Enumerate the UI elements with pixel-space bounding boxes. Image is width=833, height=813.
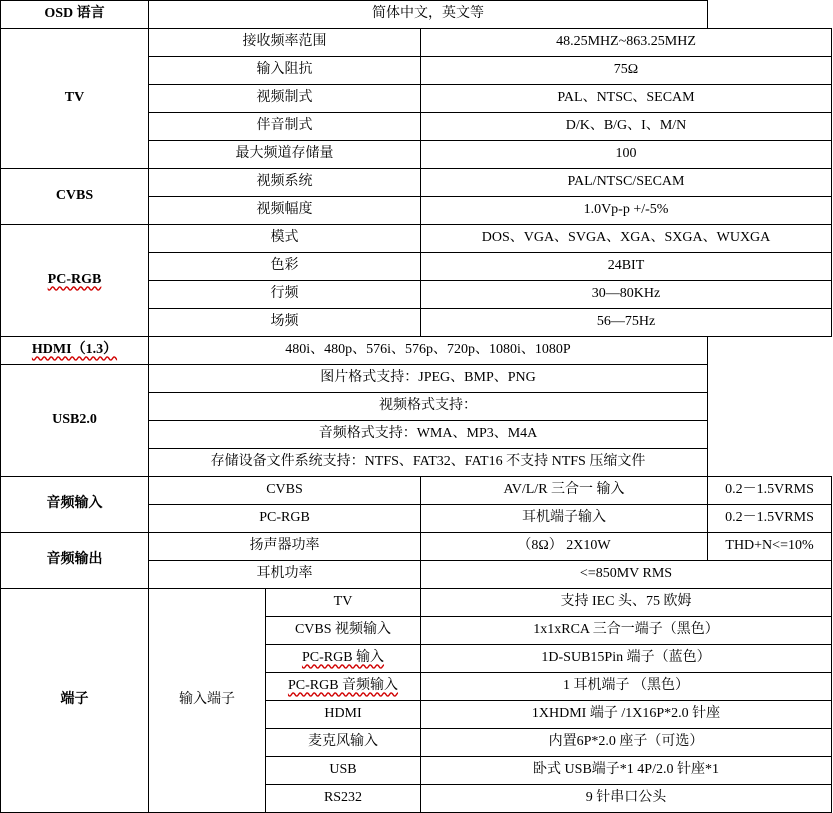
value-cell: 支持 IEC 头、75 欧姆 <box>421 589 832 617</box>
table-row <box>1 477 832 505</box>
value-cell: PAL、NTSC、SECAM <box>421 85 832 113</box>
spec-table-body <box>1 1 832 813</box>
subcategory-cell: 色彩 <box>149 253 421 281</box>
subcategory-cell: 行频 <box>149 281 421 309</box>
value-cell: 耳机端子输入 <box>421 505 708 533</box>
category-cell: 端子 <box>1 589 149 813</box>
subcategory-cell: 输入端子 <box>149 589 266 813</box>
value-secondary-cell: 0.2－1.5VRMS <box>708 477 832 505</box>
subcategory-cell: PC-RGB <box>149 505 421 533</box>
spellcheck-marked-text: HDMI（1.3） <box>31 342 118 358</box>
category-cell: 音频输出 <box>1 533 149 589</box>
terminal-name-cell: TV <box>266 589 421 617</box>
category-cell <box>1 225 149 337</box>
subcategory-cell: 输入阻抗 <box>149 57 421 85</box>
subcategory-cell: 视频系统 <box>149 169 421 197</box>
value-cell: 1D-SUB15Pin 端子（蓝色） <box>421 645 832 673</box>
subcategory-cell: 模式 <box>149 225 421 253</box>
value-cell: 24BIT <box>421 253 832 281</box>
terminal-name-cell <box>266 673 421 701</box>
subcategory-cell: CVBS <box>149 477 421 505</box>
value-cell: 30—80KHz <box>421 281 832 309</box>
spellcheck-marked-text: PC-RGB 输入 <box>301 650 385 666</box>
table-row <box>1 169 832 197</box>
terminal-name-cell: RS232 <box>266 785 421 813</box>
terminal-name-cell: HDMI <box>266 701 421 729</box>
value-cell: 1.0Vp-p +/-5% <box>421 197 832 225</box>
value-secondary-cell: 0.2－1.5VRMS <box>708 505 832 533</box>
value-cell: DOS、VGA、SVGA、XGA、SXGA、WUXGA <box>421 225 832 253</box>
terminal-name-cell <box>266 645 421 673</box>
category-cell: TV <box>1 29 149 169</box>
value-cell: <=850MV RMS <box>421 561 832 589</box>
value-cell: 1XHDMI 端子 /1X16P*2.0 针座 <box>421 701 832 729</box>
subcategory-cell: 扬声器功率 <box>149 533 421 561</box>
terminal-name-cell: CVBS 视频输入 <box>266 617 421 645</box>
value-cell: 56—75Hz <box>421 309 832 337</box>
value-secondary-cell: THD+N<=10% <box>708 533 832 561</box>
value-cell: 1x1xRCA 三合一端子（黑色） <box>421 617 832 645</box>
category-cell: 音频输入 <box>1 477 149 533</box>
value-cell: 视频格式支持： <box>149 393 708 421</box>
value-cell: 简体中文，英文等 <box>149 1 708 29</box>
value-cell: 内置6P*2.0 座子（可选） <box>421 729 832 757</box>
value-cell: 75Ω <box>421 57 832 85</box>
value-cell: D/K、B/G、I、M/N <box>421 113 832 141</box>
category-cell <box>1 337 149 365</box>
terminal-name-cell: USB <box>266 757 421 785</box>
value-cell: AV/L/R 三合一 输入 <box>421 477 708 505</box>
table-row <box>1 337 832 365</box>
spellcheck-marked-text: PC-RGB <box>47 272 102 288</box>
subcategory-cell: 伴音制式 <box>149 113 421 141</box>
table-row <box>1 225 832 253</box>
category-cell: CVBS <box>1 169 149 225</box>
value-cell: 音频格式支持：WMA、MP3、M4A <box>149 421 708 449</box>
category-cell: USB2.0 <box>1 365 149 477</box>
value-cell: 100 <box>421 141 832 169</box>
table-row <box>1 589 832 617</box>
value-cell: 48.25MHZ~863.25MHZ <box>421 29 832 57</box>
category-cell: OSD 语言 <box>1 1 149 29</box>
value-cell: 480i、480p、576i、576p、720p、1080i、1080P <box>149 337 708 365</box>
table-row <box>1 1 832 29</box>
table-row <box>1 29 832 57</box>
spellcheck-marked-text: PC-RGB 音频输入 <box>287 678 399 694</box>
value-cell: 卧式 USB端子*1 4P/2.0 针座*1 <box>421 757 832 785</box>
subcategory-cell: 耳机功率 <box>149 561 421 589</box>
subcategory-cell: 视频制式 <box>149 85 421 113</box>
table-row <box>1 365 832 393</box>
value-cell: 9 针串口公头 <box>421 785 832 813</box>
value-cell: （8Ω） 2X10W <box>421 533 708 561</box>
value-cell: 存储设备文件系统支持：NTFS、FAT32、FAT16 不支持 NTFS 压缩文件 <box>149 449 708 477</box>
subcategory-cell: 场频 <box>149 309 421 337</box>
subcategory-cell: 接收频率范围 <box>149 29 421 57</box>
value-cell: 1 耳机端子 （黑色） <box>421 673 832 701</box>
subcategory-cell: 最大频道存储量 <box>149 141 421 169</box>
terminal-name-cell: 麦克风输入 <box>266 729 421 757</box>
subcategory-cell: 视频幅度 <box>149 197 421 225</box>
value-cell: 图片格式支持：JPEG、BMP、PNG <box>149 365 708 393</box>
table-row <box>1 533 832 561</box>
value-cell: PAL/NTSC/SECAM <box>421 169 832 197</box>
